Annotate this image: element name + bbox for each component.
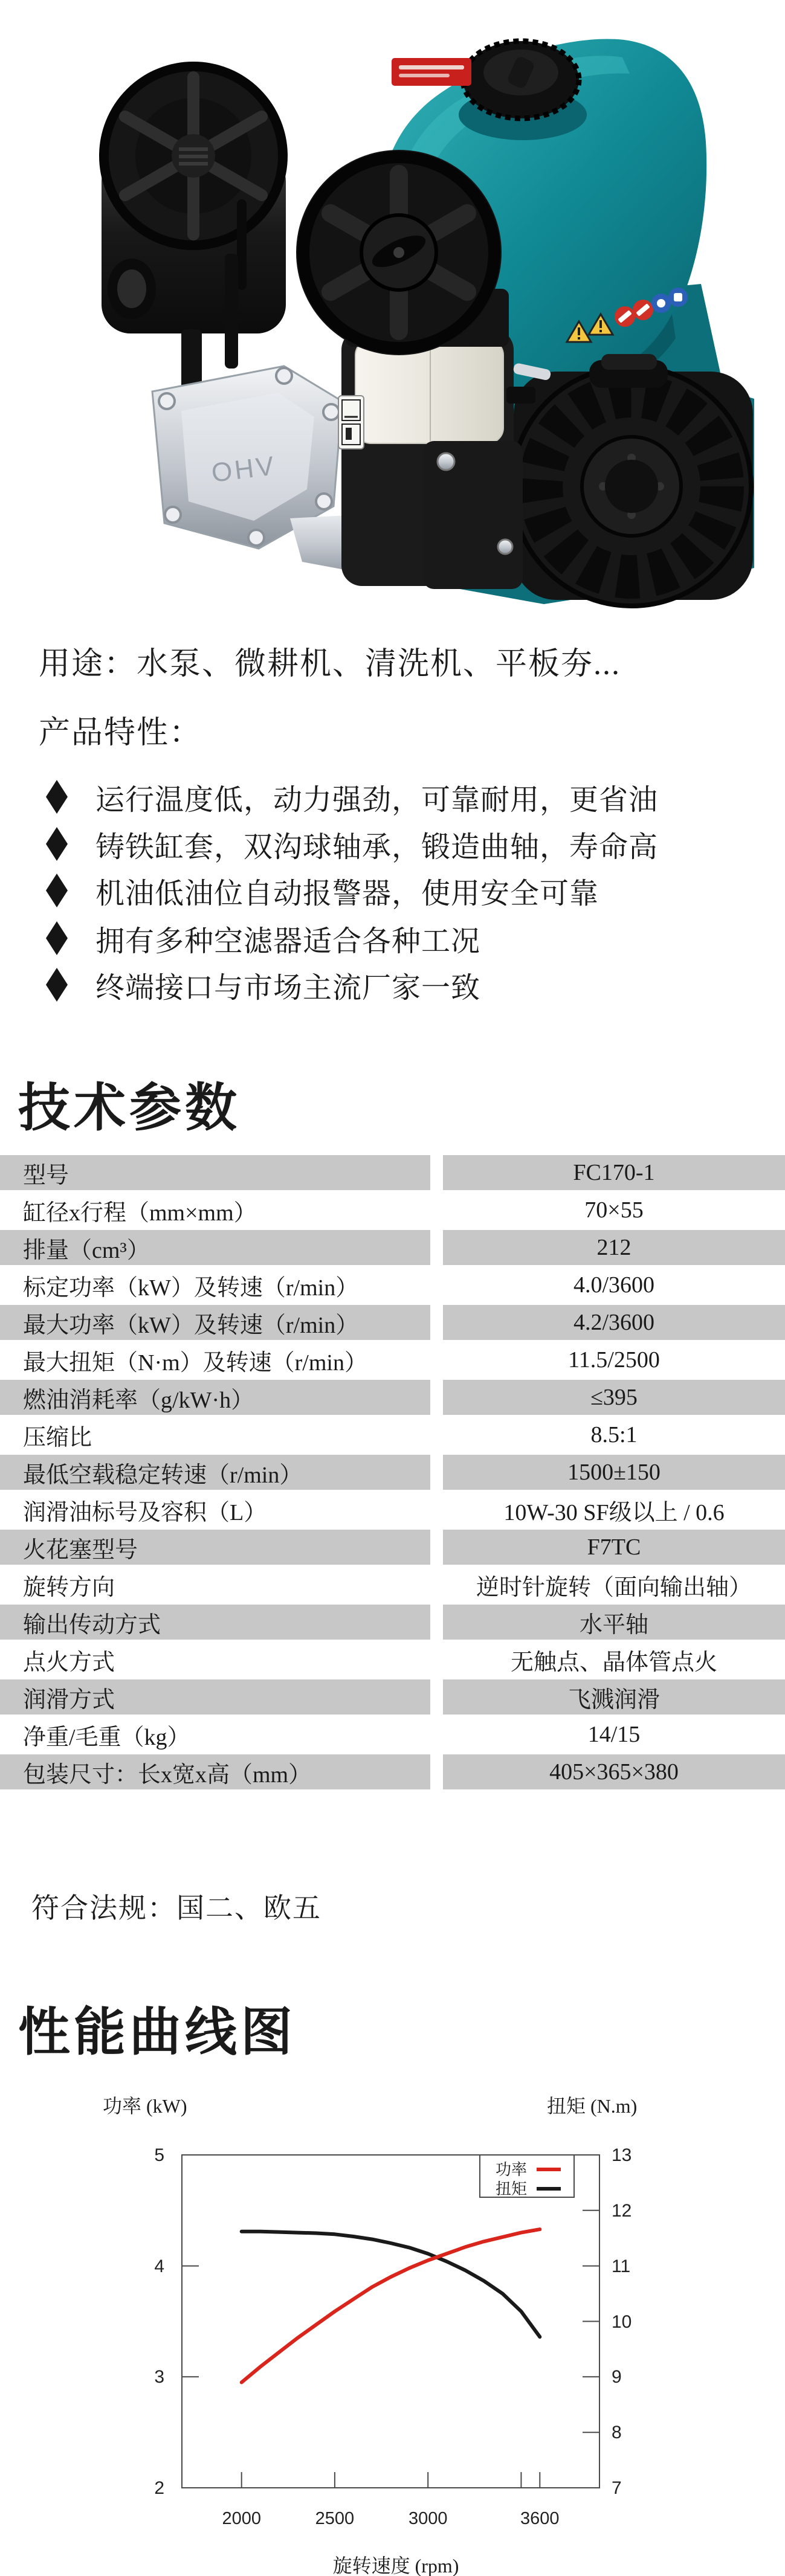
spec-value: 1500±150	[567, 1460, 661, 1485]
spec-value: 逆时针旋转（面向输出轴）	[476, 1574, 752, 1600]
tick-label: 2500	[315, 2509, 355, 2528]
spec-row	[0, 1455, 785, 1490]
spec-value: 70×55	[584, 1197, 644, 1223]
air-filter-cap	[296, 150, 502, 355]
tick-label: 12	[612, 2201, 632, 2221]
product-photo	[0, 0, 785, 610]
spec-label: 型号	[23, 1162, 69, 1188]
tick-label: 4	[154, 2256, 164, 2276]
spec-table	[0, 1155, 785, 1792]
mandatory-icon	[668, 288, 688, 307]
spec-label: 燃油消耗率（g/kW·h）	[23, 1387, 254, 1413]
spec-label: 排量（cm³）	[23, 1237, 150, 1263]
spec-value: 水平轴	[579, 1612, 648, 1638]
spec-value: 4.0/3600	[573, 1272, 655, 1298]
left-axis-title: 功率 (kW)	[103, 2095, 187, 2117]
tick-label: 3	[154, 2367, 164, 2387]
spec-row	[0, 1380, 785, 1415]
spec-value: 14/15	[587, 1722, 641, 1747]
mandatory-icon	[651, 294, 671, 313]
spec-label: 点火方式	[23, 1649, 115, 1675]
spec-label: 净重/毛重（kg）	[23, 1724, 190, 1750]
spec-label: 最低空载稳定转速（r/min）	[23, 1462, 303, 1488]
spec-label: 输出传动方式	[23, 1612, 161, 1638]
recoil-starter	[512, 354, 754, 606]
prohibition-icon	[633, 300, 653, 320]
spec-row	[0, 1717, 785, 1752]
tick-marks	[182, 2211, 599, 2488]
diamond-bullet-icon	[46, 874, 68, 907]
spec-value: 飞溅润滑	[567, 1687, 660, 1713]
feature-item	[46, 966, 480, 1003]
spec-value: F7TC	[587, 1534, 641, 1560]
spec-row	[0, 1417, 785, 1452]
chart-section-title: 性能曲线图	[18, 2003, 296, 2061]
spec-row	[0, 1754, 785, 1789]
spec-row	[0, 1305, 785, 1340]
spec-row	[0, 1267, 785, 1302]
compliance-line: 符合法规：国二、欧五	[31, 1893, 321, 1924]
spec-label: 包装尺寸：长x宽x高（mm）	[23, 1762, 312, 1788]
feature-text: 拥有多种空滤器适合各种工况	[95, 925, 481, 958]
tick-label: 13	[612, 2145, 632, 2165]
tick-label: 2000	[222, 2509, 261, 2528]
spec-value: FC170-1	[573, 1160, 655, 1185]
feature-text: 运行温度低，动力强劲，可靠耐用，更省油	[95, 784, 659, 816]
usage-line: 用途：水泵、微耕机、清洗机、平板夯...	[39, 647, 621, 681]
prohibition-icon	[615, 306, 635, 327]
spec-label: 最大功率（kW）及转速（r/min）	[23, 1312, 359, 1338]
feature-item	[46, 872, 599, 909]
spec-value: 11.5/2500	[568, 1347, 660, 1373]
performance-chart	[0, 2072, 785, 2576]
spec-row	[0, 1530, 785, 1565]
spec-label: 标定功率（kW）及转速（r/min）	[23, 1275, 359, 1301]
legend-label-power: 功率	[496, 2161, 528, 2178]
tick-label: 11	[612, 2256, 631, 2276]
tick-label: 10	[612, 2312, 632, 2332]
spec-value: 10W-30 SF级以上 / 0.6	[503, 1499, 725, 1525]
spec-label: 缸径x行程（mm×mm）	[23, 1200, 257, 1226]
spec-value: ≤395	[590, 1385, 638, 1410]
tick-label: 2	[154, 2478, 164, 2498]
tick-label: 7	[612, 2478, 622, 2498]
features-title: 产品特性：	[39, 716, 202, 750]
spec-value: 8.5:1	[590, 1422, 638, 1447]
diamond-bullet-icon	[46, 921, 68, 955]
tick-label: 8	[612, 2423, 622, 2442]
diamond-bullet-icon	[46, 827, 68, 861]
left-axis-ticks	[154, 2145, 164, 2498]
spec-row	[0, 1230, 785, 1265]
spec-row	[0, 1679, 785, 1715]
spec-label: 最大扭矩（N·m）及转速（r/min）	[23, 1350, 367, 1376]
x-axis-ticks	[222, 2509, 559, 2528]
spec-row	[0, 1642, 785, 1677]
power-curve	[242, 2229, 540, 2382]
spec-row	[0, 1567, 785, 1602]
spec-row	[0, 1605, 785, 1640]
feature-item	[46, 778, 658, 816]
fuel-sticker	[338, 396, 364, 449]
spec-row	[0, 1492, 785, 1527]
feature-item	[46, 825, 658, 863]
tick-label: 9	[612, 2367, 622, 2387]
x-axis-title: 旋转速度 (rpm)	[332, 2555, 459, 2576]
right-axis-ticks	[612, 2145, 632, 2498]
spec-value: 无触点、晶体管点火	[510, 1649, 717, 1675]
diamond-bullet-icon	[46, 780, 68, 814]
spec-label: 火花塞型号	[23, 1537, 138, 1563]
chart-legend	[480, 2155, 574, 2198]
air-filter-cup	[355, 340, 503, 443]
feature-text: 机油低油位自动报警器，使用安全可靠	[95, 877, 599, 910]
feature-text: 终端接口与市场主流厂家一致	[95, 971, 481, 1004]
tick-label: 5	[154, 2145, 164, 2165]
spec-value: 405×365×380	[549, 1759, 679, 1785]
spec-row	[0, 1155, 785, 1190]
spec-label: 润滑方式	[23, 1687, 115, 1713]
feature-item	[46, 919, 480, 957]
tick-label: 3000	[408, 2509, 448, 2528]
torque-curve	[242, 2232, 540, 2337]
fuel-cap	[463, 41, 579, 118]
spec-row	[0, 1342, 785, 1377]
feature-text: 铸铁缸套，双沟球轴承，锻造曲轴，寿命高	[95, 831, 659, 863]
specs-section-title: 技术参数	[18, 1079, 241, 1137]
plot-area	[182, 2155, 599, 2488]
tick-label: 3600	[520, 2509, 560, 2528]
right-axis-title: 扭矩 (N.m)	[547, 2095, 638, 2117]
spec-label: 压缩比	[23, 1425, 92, 1451]
spec-value: 4.2/3600	[573, 1310, 655, 1335]
tank-red-sticker	[392, 58, 471, 86]
valve-cover-marking: OHV	[210, 451, 278, 488]
spec-row	[0, 1193, 785, 1228]
legend-label-torque: 扭矩	[496, 2180, 528, 2198]
diamond-bullet-icon	[46, 968, 68, 1002]
spec-label: 旋转方向	[23, 1574, 115, 1600]
spec-label: 润滑油标号及容积（L）	[23, 1499, 267, 1525]
spec-value: 212	[596, 1235, 632, 1260]
